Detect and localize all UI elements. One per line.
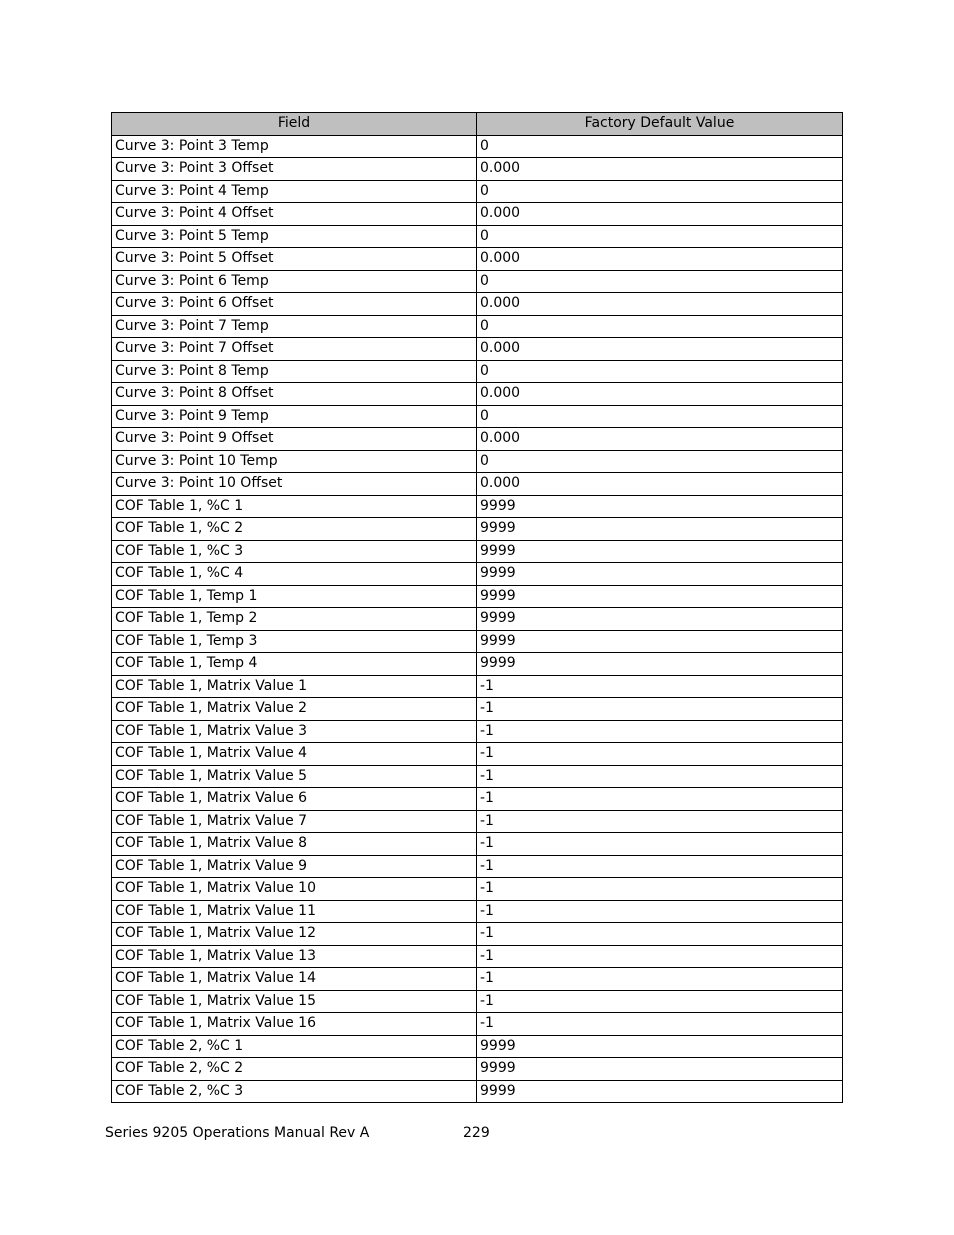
default-value-cell: -1 — [477, 878, 843, 901]
field-cell: COF Table 2, %C 3 — [112, 1080, 477, 1103]
field-cell: Curve 3: Point 9 Temp — [112, 405, 477, 428]
field-cell: Curve 3: Point 7 Temp — [112, 315, 477, 338]
default-value-cell: -1 — [477, 945, 843, 968]
default-value-cell: 9999 — [477, 630, 843, 653]
field-cell: Curve 3: Point 7 Offset — [112, 338, 477, 361]
table-row — [112, 518, 843, 541]
table-row — [112, 855, 843, 878]
field-cell: Curve 3: Point 6 Offset — [112, 293, 477, 316]
default-value-cell: -1 — [477, 810, 843, 833]
defaults-table-container — [111, 112, 842, 1103]
page-number: 229 — [463, 1125, 490, 1141]
footer-document-title: Series 9205 Operations Manual Rev A — [105, 1125, 370, 1141]
table-row — [112, 968, 843, 991]
table-row — [112, 428, 843, 451]
table-row — [112, 180, 843, 203]
table-row — [112, 630, 843, 653]
table-row — [112, 158, 843, 181]
table-row — [112, 698, 843, 721]
default-value-cell: 0 — [477, 405, 843, 428]
default-value-cell: -1 — [477, 923, 843, 946]
default-value-cell: 9999 — [477, 495, 843, 518]
table-row — [112, 338, 843, 361]
field-cell: COF Table 1, Matrix Value 12 — [112, 923, 477, 946]
field-cell: COF Table 1, Matrix Value 2 — [112, 698, 477, 721]
field-cell: COF Table 1, %C 4 — [112, 563, 477, 586]
table-row — [112, 923, 843, 946]
field-cell: COF Table 1, Matrix Value 10 — [112, 878, 477, 901]
field-cell: COF Table 1, Matrix Value 15 — [112, 990, 477, 1013]
default-value-cell: 0.000 — [477, 203, 843, 226]
table-row — [112, 585, 843, 608]
default-value-cell: -1 — [477, 788, 843, 811]
default-value-cell: -1 — [477, 833, 843, 856]
default-value-cell: 0 — [477, 180, 843, 203]
default-value-cell: 9999 — [477, 653, 843, 676]
table-row — [112, 495, 843, 518]
table-row — [112, 608, 843, 631]
table-row — [112, 450, 843, 473]
field-cell: COF Table 1, Matrix Value 4 — [112, 743, 477, 766]
field-cell: Curve 3: Point 8 Temp — [112, 360, 477, 383]
field-cell: COF Table 1, %C 2 — [112, 518, 477, 541]
table-row — [112, 135, 843, 158]
default-value-cell: -1 — [477, 720, 843, 743]
field-cell: COF Table 1, Temp 3 — [112, 630, 477, 653]
table-row — [112, 248, 843, 271]
table-body — [112, 135, 843, 1103]
table-row — [112, 315, 843, 338]
table-row — [112, 653, 843, 676]
table-row — [112, 990, 843, 1013]
field-cell: COF Table 1, Matrix Value 5 — [112, 765, 477, 788]
default-value-cell: -1 — [477, 675, 843, 698]
table-row — [112, 1035, 843, 1058]
table-row — [112, 473, 843, 496]
field-cell: COF Table 2, %C 1 — [112, 1035, 477, 1058]
field-cell: Curve 3: Point 4 Offset — [112, 203, 477, 226]
header-field: Field — [112, 113, 477, 136]
field-cell: COF Table 1, Temp 4 — [112, 653, 477, 676]
default-value-cell: 0.000 — [477, 473, 843, 496]
field-cell: Curve 3: Point 3 Temp — [112, 135, 477, 158]
default-value-cell: 9999 — [477, 608, 843, 631]
field-cell: COF Table 1, Matrix Value 6 — [112, 788, 477, 811]
table-row — [112, 1013, 843, 1036]
table-row — [112, 540, 843, 563]
table-row — [112, 225, 843, 248]
field-cell: Curve 3: Point 4 Temp — [112, 180, 477, 203]
table-row — [112, 900, 843, 923]
default-value-cell: -1 — [477, 855, 843, 878]
default-value-cell: 0.000 — [477, 293, 843, 316]
field-cell: COF Table 1, Matrix Value 3 — [112, 720, 477, 743]
default-value-cell: 9999 — [477, 1035, 843, 1058]
table-header-row — [112, 113, 843, 136]
field-cell: Curve 3: Point 10 Offset — [112, 473, 477, 496]
default-value-cell: 0 — [477, 315, 843, 338]
table-row — [112, 743, 843, 766]
default-value-cell: 9999 — [477, 585, 843, 608]
default-value-cell: 9999 — [477, 1080, 843, 1103]
default-value-cell: -1 — [477, 698, 843, 721]
table-row — [112, 788, 843, 811]
header-factory-default-value: Factory Default Value — [477, 113, 843, 136]
default-value-cell: 0 — [477, 225, 843, 248]
default-value-cell: -1 — [477, 765, 843, 788]
default-value-cell: 0.000 — [477, 158, 843, 181]
field-cell: Curve 3: Point 6 Temp — [112, 270, 477, 293]
table-row — [112, 383, 843, 406]
table-row — [112, 203, 843, 226]
table-row — [112, 810, 843, 833]
default-value-cell: 9999 — [477, 518, 843, 541]
table-row — [112, 270, 843, 293]
default-value-cell: -1 — [477, 743, 843, 766]
default-value-cell: 9999 — [477, 563, 843, 586]
field-cell: COF Table 1, %C 3 — [112, 540, 477, 563]
table-row — [112, 1058, 843, 1081]
table-row — [112, 945, 843, 968]
default-value-cell: -1 — [477, 1013, 843, 1036]
default-value-cell: 9999 — [477, 1058, 843, 1081]
table-row — [112, 293, 843, 316]
field-cell: Curve 3: Point 5 Offset — [112, 248, 477, 271]
field-cell: Curve 3: Point 8 Offset — [112, 383, 477, 406]
default-value-cell: 9999 — [477, 540, 843, 563]
table-row — [112, 563, 843, 586]
table-row — [112, 1080, 843, 1103]
default-value-cell: 0 — [477, 360, 843, 383]
default-value-cell: 0 — [477, 135, 843, 158]
table-row — [112, 720, 843, 743]
default-value-cell: 0 — [477, 450, 843, 473]
table-row — [112, 833, 843, 856]
table-row — [112, 405, 843, 428]
field-cell: Curve 3: Point 3 Offset — [112, 158, 477, 181]
default-value-cell: 0.000 — [477, 383, 843, 406]
field-cell: COF Table 1, Matrix Value 11 — [112, 900, 477, 923]
table-row — [112, 765, 843, 788]
field-cell: COF Table 1, Matrix Value 1 — [112, 675, 477, 698]
field-cell: COF Table 1, Matrix Value 13 — [112, 945, 477, 968]
field-cell: COF Table 1, Temp 1 — [112, 585, 477, 608]
field-cell: COF Table 1, Matrix Value 9 — [112, 855, 477, 878]
field-cell: Curve 3: Point 10 Temp — [112, 450, 477, 473]
factory-defaults-table — [111, 112, 843, 1103]
field-cell: Curve 3: Point 5 Temp — [112, 225, 477, 248]
default-value-cell: 0.000 — [477, 338, 843, 361]
field-cell: COF Table 1, %C 1 — [112, 495, 477, 518]
field-cell: COF Table 1, Matrix Value 14 — [112, 968, 477, 991]
table-row — [112, 360, 843, 383]
default-value-cell: -1 — [477, 968, 843, 991]
default-value-cell: -1 — [477, 900, 843, 923]
field-cell: COF Table 2, %C 2 — [112, 1058, 477, 1081]
field-cell: COF Table 1, Matrix Value 8 — [112, 833, 477, 856]
table-row — [112, 675, 843, 698]
field-cell: COF Table 1, Temp 2 — [112, 608, 477, 631]
default-value-cell: 0.000 — [477, 248, 843, 271]
field-cell: COF Table 1, Matrix Value 7 — [112, 810, 477, 833]
field-cell: COF Table 1, Matrix Value 16 — [112, 1013, 477, 1036]
table-row — [112, 878, 843, 901]
field-cell: Curve 3: Point 9 Offset — [112, 428, 477, 451]
default-value-cell: -1 — [477, 990, 843, 1013]
default-value-cell: 0.000 — [477, 428, 843, 451]
default-value-cell: 0 — [477, 270, 843, 293]
